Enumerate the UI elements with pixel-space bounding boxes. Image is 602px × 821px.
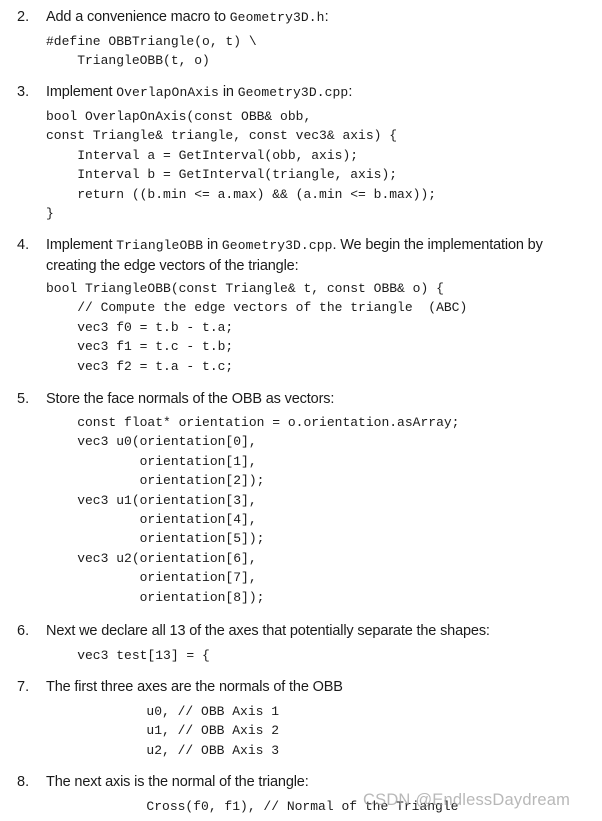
step-number: 8. <box>17 774 30 790</box>
step-description: Add a convenience macro to Geometry3D.h: <box>46 9 329 25</box>
watermark: CSDN @EndlessDaydream <box>363 791 571 809</box>
code-block: bool OverlapOnAxis(const OBB& obb, const Triangle& triangle, const vec3& axis) { Interval a = GetInterval(obb, axis); Interval b = GetInterval(triangle, axis); return ((b.min <= a.max) && (a.min <= b.max)); } <box>46 109 437 222</box>
step-description: Next we declare all 13 of the axes that potentially separate the shapes: <box>46 623 490 639</box>
step-number: 6. <box>17 623 30 639</box>
inline-code: Geometry3D.h <box>229 10 325 25</box>
step-number: 4. <box>17 237 30 253</box>
inline-code: OverlapOnAxis <box>116 85 219 100</box>
inline-code: Geometry3D.cpp <box>221 238 333 253</box>
code-block: Cross(f0, f1), // Normal of the Triangle <box>84 799 459 814</box>
step-number: 2. <box>17 9 30 25</box>
step-description: Implement OverlapOnAxis in Geometry3D.cpp: <box>46 84 353 100</box>
step-description: Implement TriangleOBB in Geometry3D.cpp. We begin the implementation by creating the edge vectors of the triangle: <box>46 237 543 274</box>
code-block: u0, // OBB Axis 1 u1, // OBB Axis 2 u2, // OBB Axis 3 <box>146 704 280 758</box>
code-block: #define OBBTriangle(o, t) \ TriangleOBB(t, o) <box>46 34 257 69</box>
code-block: bool TriangleOBB(const Triangle& t, const OBB& o) { // Compute the edge vectors of the triangle (ABC) vec3 f0 = t.b - t.a; vec3 f1 = t.c - t.b; vec3 f2 = t.a - t.c; <box>46 281 468 374</box>
step-number: 3. <box>17 84 30 100</box>
step-description: The next axis is the normal of the triangle: <box>46 774 309 790</box>
inline-code: Geometry3D.cpp <box>237 85 349 100</box>
step-number: 7. <box>17 679 30 695</box>
step-description: Store the face normals of the OBB as vectors: <box>46 391 335 407</box>
step-description: The first three axes are the normals of the OBB <box>46 679 343 695</box>
inline-code: TriangleOBB <box>116 238 204 253</box>
step-number: 5. <box>17 391 30 407</box>
code-block: const float* orientation = o.orientation.asArray; vec3 u0(orientation[0], orientation[1], orientation[2]); vec3 u1(orientation[3], orientation[4], orientation[5]); vec3 u2(orientation[6], orientation[7], orientation[8]); <box>77 415 460 605</box>
code-block: vec3 test[13] = { <box>46 648 210 663</box>
